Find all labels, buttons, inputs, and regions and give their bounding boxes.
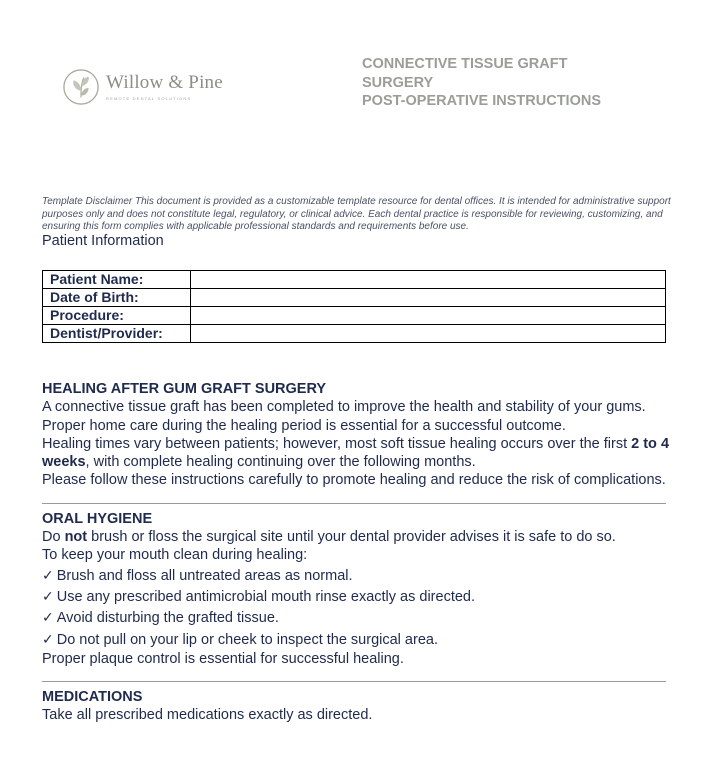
- list-item: [42, 629, 682, 650]
- checkmark-icon: ✓: [42, 567, 54, 584]
- title-line-2: SURGERY: [362, 74, 434, 91]
- dentist-provider-field[interactable]: [191, 325, 666, 343]
- date-of-birth-field[interactable]: [191, 289, 666, 307]
- instructions-content: [42, 380, 682, 725]
- patient-information-heading: Patient Information: [42, 233, 164, 249]
- hygiene-emphasis: not: [64, 529, 88, 546]
- healing-paragraph-3: Please follow these instructions carefully to promote healing and reduce the risk of complications.: [42, 472, 666, 489]
- list-item: [42, 607, 682, 628]
- checkmark-icon: ✓: [42, 588, 54, 605]
- section-divider: [42, 503, 666, 504]
- oral-hygiene-heading: ORAL HYGIENE: [42, 510, 153, 527]
- hygiene-text-after: brush or floss the surgical site until your dental provider advises it is safe to do so.: [87, 529, 616, 546]
- procedure-field[interactable]: [191, 307, 666, 325]
- table-row: [43, 307, 666, 325]
- medications-paragraph-1: Take all prescribed medications exactly as directed.: [42, 707, 373, 724]
- patient-name-label: Patient Name:: [43, 271, 191, 289]
- list-item-text: Brush and floss all untreated areas as normal.: [56, 567, 353, 584]
- healing-paragraph-1: A connective tissue graft has been completed to improve the health and stability of your gums. Proper home care during the healing period is essential for a successful outcome.: [42, 399, 646, 434]
- hygiene-text-before: Do: [42, 529, 65, 546]
- patient-name-field[interactable]: [191, 271, 666, 289]
- section-divider: [42, 681, 666, 682]
- title-line-3: POST-OPERATIVE INSTRUCTIONS: [362, 93, 602, 109]
- hygiene-paragraph-3: Proper plaque control is essential for successful healing.: [42, 650, 404, 667]
- healing-text-before: Healing times vary between patients; however, most soft tissue healing occurs over the first: [42, 435, 632, 452]
- hygiene-paragraph-1: [42, 528, 682, 546]
- hygiene-paragraph-2: To keep your mouth clean during healing:: [42, 547, 308, 564]
- leaf-emblem-icon: [62, 68, 100, 106]
- procedure-label: Procedure:: [43, 307, 191, 325]
- template-disclaimer: Template Disclaimer This document is provided as a customizable template resource for dental offices. It is intended for administrative support purposes only and does not constitute legal, regulatory, or clinical advice. Each dental practice is responsible for reviewing, customizing, and ensuring this form complies with applicable professional standards and requirements before use.: [42, 196, 671, 232]
- checkmark-icon: ✓: [42, 631, 54, 648]
- medications-heading: MEDICATIONS: [42, 689, 143, 706]
- logo-tagline: REMOTE DENTAL SOLUTIONS: [106, 96, 192, 101]
- list-item-text: Use any prescribed antimicrobial mouth rinse exactly as directed.: [56, 588, 476, 605]
- logo-name: Willow & Pine: [106, 72, 223, 93]
- patient-info-table: [42, 270, 666, 343]
- healing-heading: HEALING AFTER GUM GRAFT SURGERY: [42, 381, 327, 397]
- list-item-text: Do not pull on your lip or cheek to inspect the surgical area.: [56, 631, 438, 648]
- healing-paragraph-2: [42, 435, 682, 472]
- table-row: [43, 289, 666, 307]
- date-of-birth-label: Date of Birth:: [43, 289, 191, 307]
- healing-duration: 2 to 4 weeks: [42, 435, 670, 471]
- practice-logo: [62, 68, 223, 106]
- list-item: [42, 586, 682, 607]
- title-line-1: CONNECTIVE TISSUE GRAFT: [362, 56, 568, 72]
- table-row: [43, 271, 666, 289]
- healing-text-after: , with complete healing continuing over the following months.: [85, 454, 476, 471]
- checkmark-icon: ✓: [42, 610, 54, 627]
- table-row: [43, 325, 666, 343]
- list-item: [42, 565, 682, 586]
- list-item-text: Avoid disturbing the grafted tissue.: [56, 610, 279, 627]
- document-title: [362, 55, 682, 111]
- dentist-provider-label: Dentist/Provider:: [43, 325, 191, 343]
